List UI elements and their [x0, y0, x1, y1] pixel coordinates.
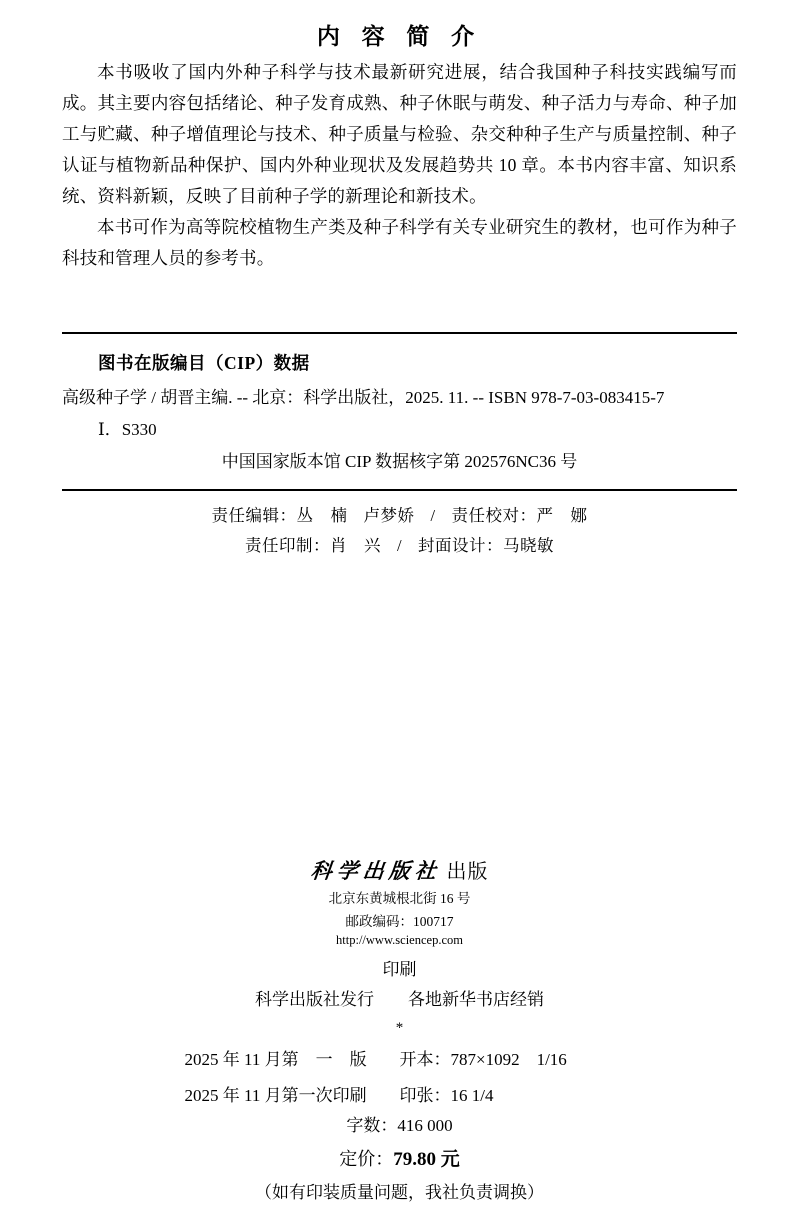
print-supervisor-label: 责任印制： — [244, 536, 330, 555]
specs-row-1 — [0, 1045, 799, 1075]
distribution-row — [0, 985, 799, 1015]
responsible-editor-2: 卢梦娇 — [363, 506, 415, 525]
publisher-address: 北京东黄城根北街 16 号 — [328, 891, 471, 906]
edition-date: 2025 年 11 月第 一 版 — [184, 1050, 367, 1069]
cip-classification: Ⅰ．S330 — [98, 420, 157, 439]
abstract-section — [62, 57, 737, 274]
credits-section — [62, 501, 737, 561]
abstract-paragraph-1: 本书吸收了国内外种子科学与技术最新研究进展，结合我国种子科技实践编写而成。其主要内容包括绪论、种子发育成熟、种子休眠与萌发、种子活力与寿命、种子加工与贮藏、种子增值理论与技术、种子质量与检验、杂交种种子生产与质量控制、种子认证与植物新品种保护、国内外种业现状及发展趋势共 10 章。本书内容丰富、知识系统、资料新颖，反映了目前种子学的新理论和新技术。 — [62, 62, 737, 206]
proofreader-label: 责任校对： — [451, 506, 537, 525]
credits-separator-2: / — [396, 536, 403, 555]
printer-word: 印刷 — [382, 960, 417, 979]
credits-separator-1: / — [430, 506, 436, 525]
price-row — [0, 1143, 799, 1176]
quality-note: （如有印装质量问题，我社负责调换） — [255, 1183, 544, 1202]
publisher-postcode: 邮政编码：100717 — [345, 914, 454, 929]
science-press-logo: 科学出版社 — [309, 858, 442, 883]
credits-line-editors — [62, 501, 737, 531]
separator-star: * — [395, 1020, 404, 1036]
price-value: 79.80 元 — [393, 1149, 460, 1170]
responsible-editor-1: 丛 楠 — [296, 506, 348, 525]
print-date: 2025 年 11 月第一次印刷 — [184, 1086, 367, 1105]
responsible-editor-label: 责任编辑： — [211, 506, 297, 525]
publisher-section — [0, 855, 799, 1208]
credits-line-production — [62, 531, 737, 561]
publish-word: 出版 — [446, 861, 489, 883]
word-count: 字数：416 000 — [346, 1116, 453, 1135]
cip-entry: 高级种子学 / 胡晋主编. -- 北京：科学出版社，2025. 11. -- ISBN 978-7-03-083415-7 — [62, 388, 665, 407]
publisher-website[interactable]: http://www.sciencep.com — [336, 933, 463, 947]
retail-channel: 各地新华书店经销 — [408, 990, 544, 1009]
print-sheets: 印张：16 1/4 — [399, 1086, 494, 1105]
book-format: 开本：787×1092 1/16 — [399, 1050, 567, 1069]
cip-archive-number: 中国国家版本馆 CIP 数据核字第 202576NC36 号 — [221, 452, 578, 471]
cip-bottom-rule — [62, 489, 737, 491]
cip-heading: 图书在版编目（CIP）数据 — [98, 353, 310, 373]
cover-designer-label: 封面设计： — [418, 536, 504, 555]
price-label: 定价： — [339, 1149, 394, 1169]
distributor-name: 科学出版社发行 — [255, 990, 374, 1009]
cip-block — [62, 332, 737, 491]
specs-row-2 — [0, 1081, 799, 1111]
abstract-paragraph-2: 本书可作为高等院校植物生产类及种子科学有关专业研究生的教材，也可作为种子科技和管理人员的参考书。 — [62, 217, 737, 268]
proofreader-name: 严 娜 — [536, 506, 588, 525]
publisher-name-row — [0, 855, 799, 885]
page-title: 内 容 简 介 — [316, 24, 483, 49]
print-supervisor-name: 肖 兴 — [329, 536, 381, 555]
cover-designer-name: 马晓敏 — [503, 536, 555, 555]
